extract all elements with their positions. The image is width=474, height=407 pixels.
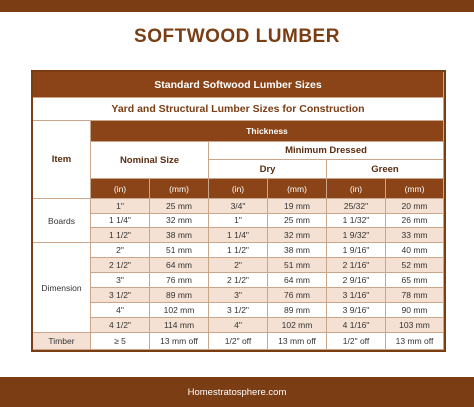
- table-cell: 102 mm: [268, 318, 327, 333]
- table-cell: 1/2" off: [209, 333, 268, 350]
- table-cell: 89 mm: [268, 303, 327, 318]
- table-cell: 13 mm off: [150, 333, 209, 350]
- table-cell: 1 9/16": [327, 243, 386, 258]
- table-cell: 76 mm: [268, 288, 327, 303]
- table-cell: 20 mm: [386, 199, 444, 214]
- table-cell: 64 mm: [268, 273, 327, 288]
- table-cell: 2": [91, 243, 150, 258]
- table-cell: 2 9/16": [327, 273, 386, 288]
- table-cell: 25/32": [327, 199, 386, 214]
- page-title: SOFTWOOD LUMBER: [134, 26, 340, 47]
- dry-header: Dry: [209, 160, 327, 179]
- green-header: Green: [327, 160, 444, 179]
- table-cell: 2 1/16": [327, 258, 386, 273]
- table-cell: ≥ 5: [91, 333, 150, 350]
- table-cell: 4": [209, 318, 268, 333]
- table-cell: 26 mm: [386, 214, 444, 229]
- group-label-timber: Timber: [33, 333, 91, 350]
- lumber-sizes-table: [31, 70, 446, 352]
- table-cell: 78 mm: [386, 288, 444, 303]
- thickness-header: Thickness: [91, 121, 444, 142]
- table-cell: 3 1/2": [209, 303, 268, 318]
- table-cell: 1 1/2": [91, 228, 150, 243]
- table-cell: 1 9/32": [327, 228, 386, 243]
- table-cell: 1/2" off: [327, 333, 386, 350]
- table-cell: 1 1/4": [91, 214, 150, 229]
- table-cell: 3": [209, 288, 268, 303]
- table-cell: 1 1/32": [327, 214, 386, 229]
- table-cell: 90 mm: [386, 303, 444, 318]
- unit-header: (mm): [268, 179, 327, 199]
- table-cell: 1 1/2": [209, 243, 268, 258]
- table-cell: 13 mm off: [268, 333, 327, 350]
- table-cell: 2": [209, 258, 268, 273]
- table-cell: 102 mm: [150, 303, 209, 318]
- table-cell: 32 mm: [150, 214, 209, 229]
- table-cell: 13 mm off: [386, 333, 444, 350]
- table-cell: 76 mm: [150, 273, 209, 288]
- table-cell: 52 mm: [386, 258, 444, 273]
- footer-bar: [0, 377, 474, 407]
- table-cell: 114 mm: [150, 318, 209, 333]
- unit-header: (mm): [386, 179, 444, 199]
- table-cell: 103 mm: [386, 318, 444, 333]
- table-cell: 3/4": [209, 199, 268, 214]
- table-cell: 3": [91, 273, 150, 288]
- table-cell: 1": [209, 214, 268, 229]
- table-cell: 3 1/2": [91, 288, 150, 303]
- nominal-size-header: Nominal Size: [91, 142, 209, 179]
- table-cell: 38 mm: [268, 243, 327, 258]
- table-cell: 1": [91, 199, 150, 214]
- table-subheader: Yard and Structural Lumber Sizes for Construction: [33, 98, 444, 121]
- table-cell: 4": [91, 303, 150, 318]
- table-cell: 38 mm: [150, 228, 209, 243]
- table-cell: 4 1/16": [327, 318, 386, 333]
- footer-source: Homestratosphere.com: [187, 386, 287, 398]
- table-cell: 3 1/16": [327, 288, 386, 303]
- table-cell: 1 1/4": [209, 228, 268, 243]
- table-cell: 64 mm: [150, 258, 209, 273]
- table-cell: 51 mm: [150, 243, 209, 258]
- table-cell: 25 mm: [268, 214, 327, 229]
- table-cell: 2 1/2": [209, 273, 268, 288]
- table-cell: 65 mm: [386, 273, 444, 288]
- unit-header: (in): [209, 179, 268, 199]
- table-cell: 51 mm: [268, 258, 327, 273]
- group-label-dimension: Dimension: [33, 243, 91, 333]
- unit-header: (mm): [150, 179, 209, 199]
- table-cell: 2 1/2": [91, 258, 150, 273]
- unit-header: (in): [91, 179, 150, 199]
- top-bar: [0, 0, 474, 12]
- group-label-boards: Boards: [33, 199, 91, 243]
- table-cell: 89 mm: [150, 288, 209, 303]
- item-header: Item: [33, 121, 91, 199]
- table-cell: 25 mm: [150, 199, 209, 214]
- unit-header: (in): [327, 179, 386, 199]
- table-cell: 33 mm: [386, 228, 444, 243]
- table-cell: 32 mm: [268, 228, 327, 243]
- table-cell: 4 1/2": [91, 318, 150, 333]
- table-cell: 19 mm: [268, 199, 327, 214]
- table-header: Standard Softwood Lumber Sizes: [33, 72, 444, 98]
- table-cell: 40 mm: [386, 243, 444, 258]
- table-cell: 3 9/16": [327, 303, 386, 318]
- minimum-dressed-header: Minimum Dressed: [209, 142, 444, 160]
